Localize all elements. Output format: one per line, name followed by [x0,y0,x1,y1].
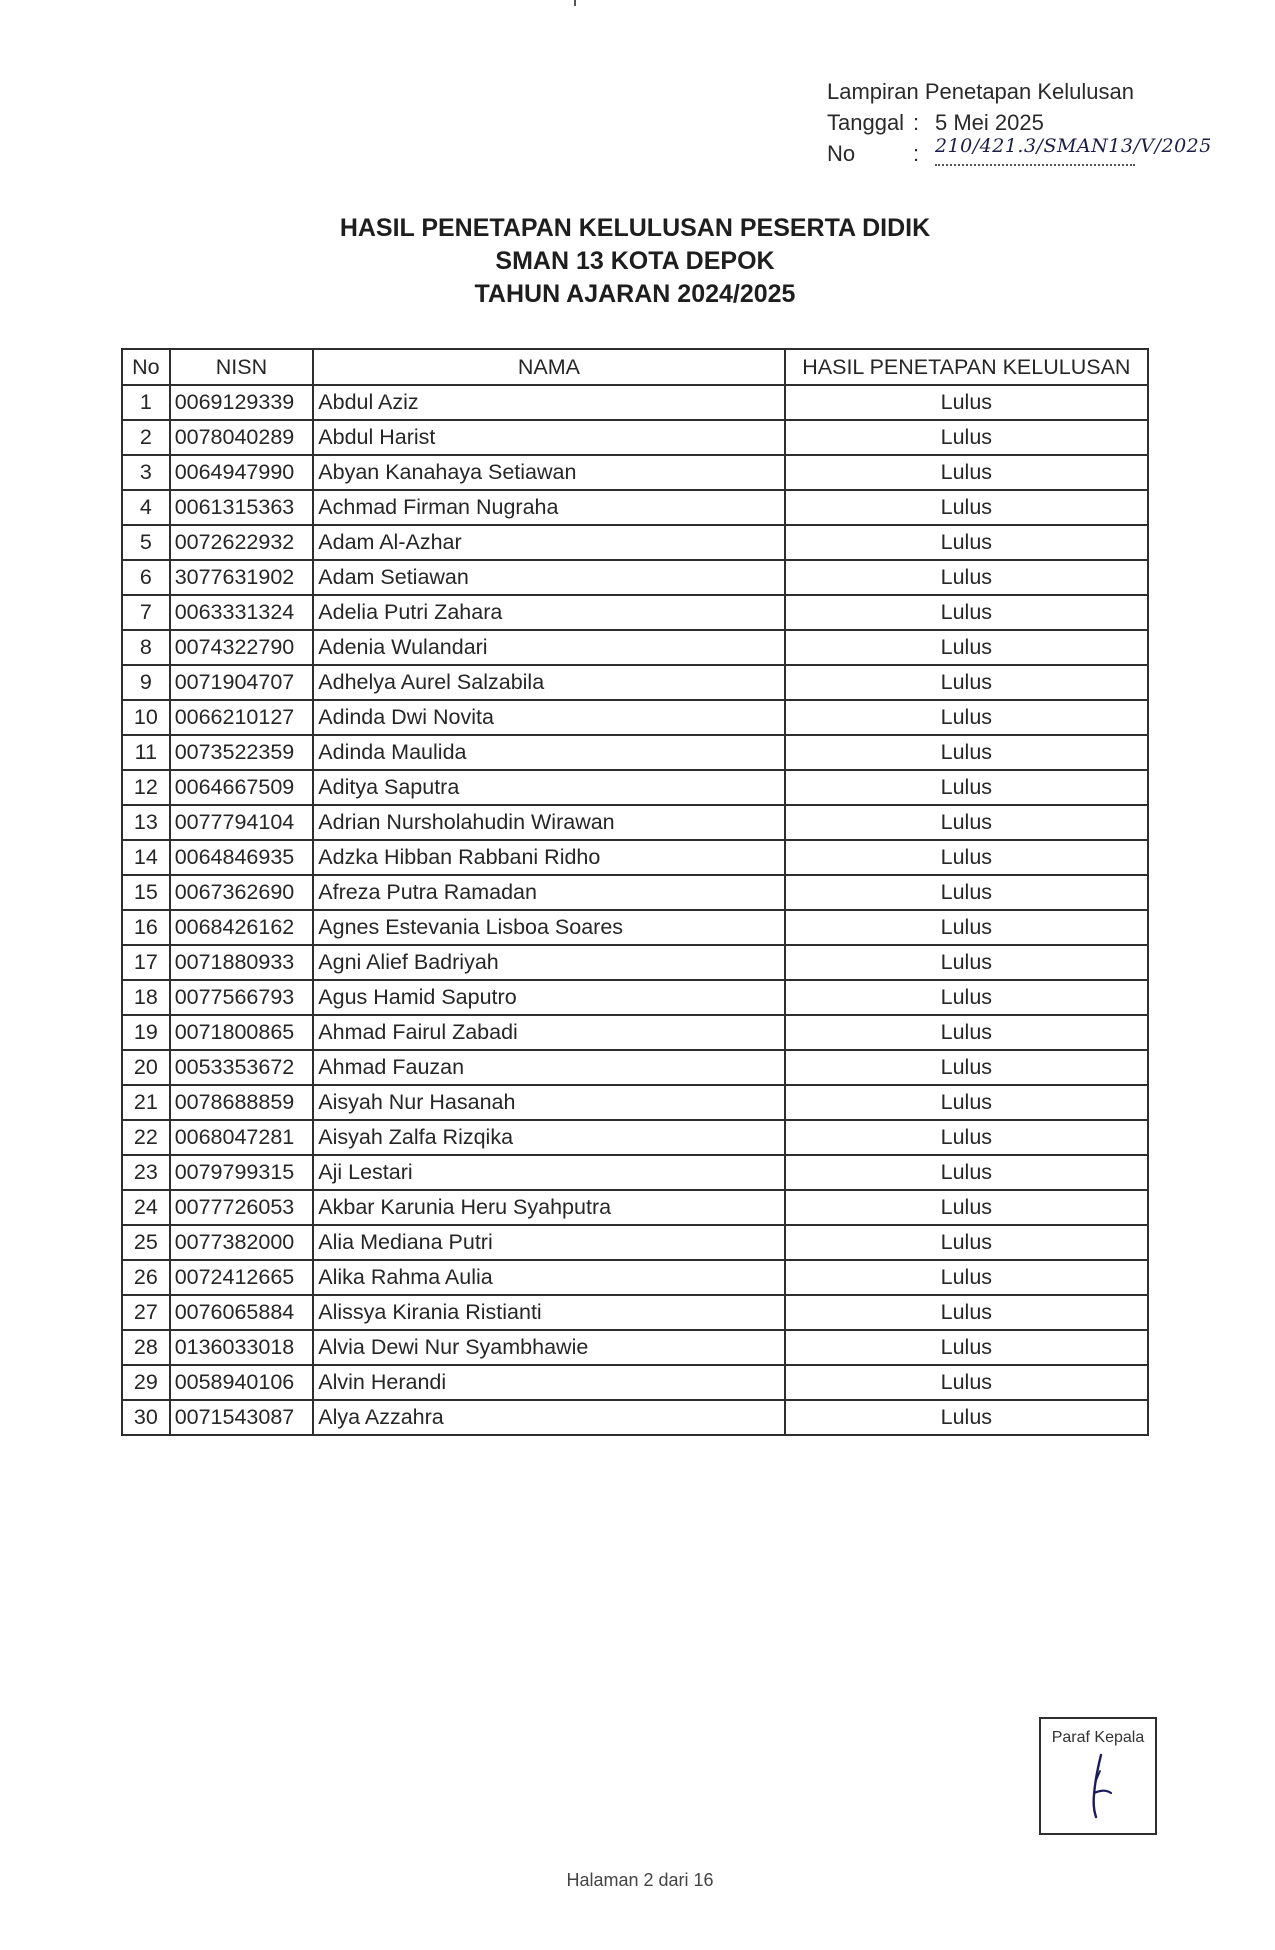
row-nisn: 0066210127 [170,700,314,735]
row-nama: Abdul Harist [313,420,784,455]
row-nama: Abyan Kanahaya Setiawan [313,455,784,490]
row-nama: Ahmad Fairul Zabadi [313,1015,784,1050]
row-no: 1 [122,385,170,420]
row-no: 10 [122,700,170,735]
table-row [122,420,1148,455]
row-nisn: 0077382000 [170,1225,314,1260]
row-hasil: Lulus [785,1120,1148,1155]
row-nisn: 0071904707 [170,665,314,700]
table-row [122,1365,1148,1400]
table-row [122,1295,1148,1330]
row-nama: Adinda Dwi Novita [313,700,784,735]
title-line-2: SMAN 13 KOTA DEPOK [495,247,775,275]
row-no: 3 [122,455,170,490]
row-nisn: 0074322790 [170,630,314,665]
row-no: 26 [122,1260,170,1295]
table-row [122,630,1148,665]
scan-mark [574,0,576,6]
row-nisn: 0077566793 [170,980,314,1015]
row-nama: Aisyah Nur Hasanah [313,1085,784,1120]
row-hasil: Lulus [785,770,1148,805]
lampiran-text: Lampiran Penetapan Kelulusan [827,79,1135,104]
header-hasil: HASIL PENETAPAN KELULUSAN [785,349,1148,385]
table-row [122,910,1148,945]
table-row [122,735,1148,770]
table-row [122,665,1148,700]
lampiran-line [827,76,1135,107]
row-nama: Adrian Nursholahudin Wirawan [313,805,784,840]
row-hasil: Lulus [785,595,1148,630]
table-header-row [122,349,1148,385]
row-no: 18 [122,980,170,1015]
table-row [122,385,1148,420]
row-no: 4 [122,490,170,525]
row-hasil: Lulus [785,1050,1148,1085]
row-no: 8 [122,630,170,665]
table-row [122,1330,1148,1365]
row-nisn: 0061315363 [170,490,314,525]
row-nama: Aji Lestari [313,1155,784,1190]
row-no: 11 [122,735,170,770]
row-hasil: Lulus [785,805,1148,840]
no-value-field [935,135,1212,166]
no-value-handwritten: 210/421.3/SMAN13/V/2025 [935,135,1212,157]
row-hasil: Lulus [785,1085,1148,1120]
row-nama: Adenia Wulandari [313,630,784,665]
row-hasil: Lulus [785,420,1148,455]
row-nama: Alvia Dewi Nur Syambhawie [313,1330,784,1365]
row-nama: Alika Rahma Aulia [313,1260,784,1295]
row-nisn: 0053353672 [170,1050,314,1085]
row-nisn: 0076065884 [170,1295,314,1330]
row-hasil: Lulus [785,455,1148,490]
row-nisn: 0077726053 [170,1190,314,1225]
row-no: 13 [122,805,170,840]
row-nama: Achmad Firman Nugraha [313,490,784,525]
row-hasil: Lulus [785,840,1148,875]
signature-icon [1041,1719,1155,1833]
tanggal-value: 5 Mei 2025 [935,110,1044,135]
table-row [122,1190,1148,1225]
row-no: 25 [122,1225,170,1260]
table-body [122,385,1148,1435]
row-no: 15 [122,875,170,910]
row-hasil: Lulus [785,1400,1148,1435]
row-no: 7 [122,595,170,630]
table-row [122,1120,1148,1155]
table-row [122,1050,1148,1085]
row-nama: Aditya Saputra [313,770,784,805]
row-no: 6 [122,560,170,595]
graduation-table [121,348,1149,1436]
row-no: 24 [122,1190,170,1225]
row-nama: Agni Alief Badriyah [313,945,784,980]
row-nama: Adam Al-Azhar [313,525,784,560]
row-nama: Afreza Putra Ramadan [313,875,784,910]
row-hasil: Lulus [785,1190,1148,1225]
row-no: 17 [122,945,170,980]
row-hasil: Lulus [785,980,1148,1015]
title-line-1: HASIL PENETAPAN KELULUSAN PESERTA DIDIK [339,214,931,242]
row-nisn: 0058940106 [170,1365,314,1400]
row-nama: Akbar Karunia Heru Syahputra [313,1190,784,1225]
row-nama: Alya Azzahra [313,1400,784,1435]
attachment-header [827,76,1212,169]
row-nisn: 0078688859 [170,1085,314,1120]
row-no: 21 [122,1085,170,1120]
document-title [0,212,1270,311]
row-nisn: 0136033018 [170,1330,314,1365]
header-nisn: NISN [170,349,314,385]
row-nama: Ahmad Fauzan [313,1050,784,1085]
table-row [122,875,1148,910]
table-row [122,490,1148,525]
row-no: 30 [122,1400,170,1435]
table-row [122,980,1148,1015]
paraf-box [1039,1717,1157,1835]
row-nisn: 0064846935 [170,840,314,875]
row-no: 9 [122,665,170,700]
row-nama: Abdul Aziz [313,385,784,420]
table-row [122,525,1148,560]
table-row [122,595,1148,630]
row-hasil: Lulus [785,490,1148,525]
table-row [122,1225,1148,1260]
row-hasil: Lulus [785,735,1148,770]
row-no: 19 [122,1015,170,1050]
row-nama: Alvin Herandi [313,1365,784,1400]
table-row [122,1085,1148,1120]
row-nama: Adzka Hibban Rabbani Ridho [313,840,784,875]
row-nama: Alia Mediana Putri [313,1225,784,1260]
row-nisn: 0078040289 [170,420,314,455]
table-row [122,945,1148,980]
row-nisn: 0064947990 [170,455,314,490]
row-nisn: 0077794104 [170,805,314,840]
row-hasil: Lulus [785,945,1148,980]
header-nama: NAMA [313,349,784,385]
row-nama: Adhelya Aurel Salzabila [313,665,784,700]
row-nisn: 0069129339 [170,385,314,420]
row-hasil: Lulus [785,1015,1148,1050]
row-nisn: 0073522359 [170,735,314,770]
no-label: No [827,141,856,166]
row-nama: Adinda Maulida [313,735,784,770]
row-hasil: Lulus [785,665,1148,700]
row-nisn: 0079799315 [170,1155,314,1190]
row-no: 20 [122,1050,170,1085]
row-no: 5 [122,525,170,560]
row-no: 23 [122,1155,170,1190]
no-colon: : [913,141,920,166]
row-hasil: Lulus [785,1295,1148,1330]
row-nama: Aisyah Zalfa Rizqika [313,1120,784,1155]
row-hasil: Lulus [785,1365,1148,1400]
row-hasil: Lulus [785,560,1148,595]
tanggal-label: Tanggal [827,110,905,135]
row-no: 2 [122,420,170,455]
table-row [122,560,1148,595]
row-no: 28 [122,1330,170,1365]
row-nisn: 0071880933 [170,945,314,980]
row-hasil: Lulus [785,700,1148,735]
row-nisn: 3077631902 [170,560,314,595]
row-no: 16 [122,910,170,945]
row-nama: Alissya Kirania Ristianti [313,1295,784,1330]
tanggal-colon: : [913,110,920,135]
row-nisn: 0067362690 [170,875,314,910]
table-row [122,700,1148,735]
row-hasil: Lulus [785,875,1148,910]
table-row [122,770,1148,805]
table-row [122,455,1148,490]
row-no: 22 [122,1120,170,1155]
row-no: 27 [122,1295,170,1330]
row-nisn: 0072412665 [170,1260,314,1295]
row-nisn: 0063331324 [170,595,314,630]
row-hasil: Lulus [785,910,1148,945]
paraf-label: Paraf Kepala [1051,1729,1145,1746]
row-no: 29 [122,1365,170,1400]
table-row [122,840,1148,875]
table-row [122,1400,1148,1435]
row-nisn: 0071800865 [170,1015,314,1050]
row-hasil: Lulus [785,630,1148,665]
table-row [122,1015,1148,1050]
row-no: 14 [122,840,170,875]
row-nama: Adam Setiawan [313,560,784,595]
table-row [122,1260,1148,1295]
row-nisn: 0071543087 [170,1400,314,1435]
row-no: 12 [122,770,170,805]
row-hasil: Lulus [785,1225,1148,1260]
row-nisn: 0068426162 [170,910,314,945]
row-nama: Agus Hamid Saputro [313,980,784,1015]
row-hasil: Lulus [785,525,1148,560]
row-hasil: Lulus [785,1260,1148,1295]
row-hasil: Lulus [785,1330,1148,1365]
table-row [122,805,1148,840]
row-nama: Adelia Putri Zahara [313,595,784,630]
row-nisn: 0068047281 [170,1120,314,1155]
title-line-3: TAHUN AJARAN 2024/2025 [474,280,796,308]
no-line [827,135,1212,169]
row-nisn: 0072622932 [170,525,314,560]
row-nisn: 0064667509 [170,770,314,805]
table-row [122,1155,1148,1190]
row-nama: Agnes Estevania Lisboa Soares [313,910,784,945]
row-hasil: Lulus [785,1155,1148,1190]
row-hasil: Lulus [785,385,1148,420]
page-number: Halaman 2 dari 16 [566,1870,714,1890]
header-no: No [122,349,170,385]
